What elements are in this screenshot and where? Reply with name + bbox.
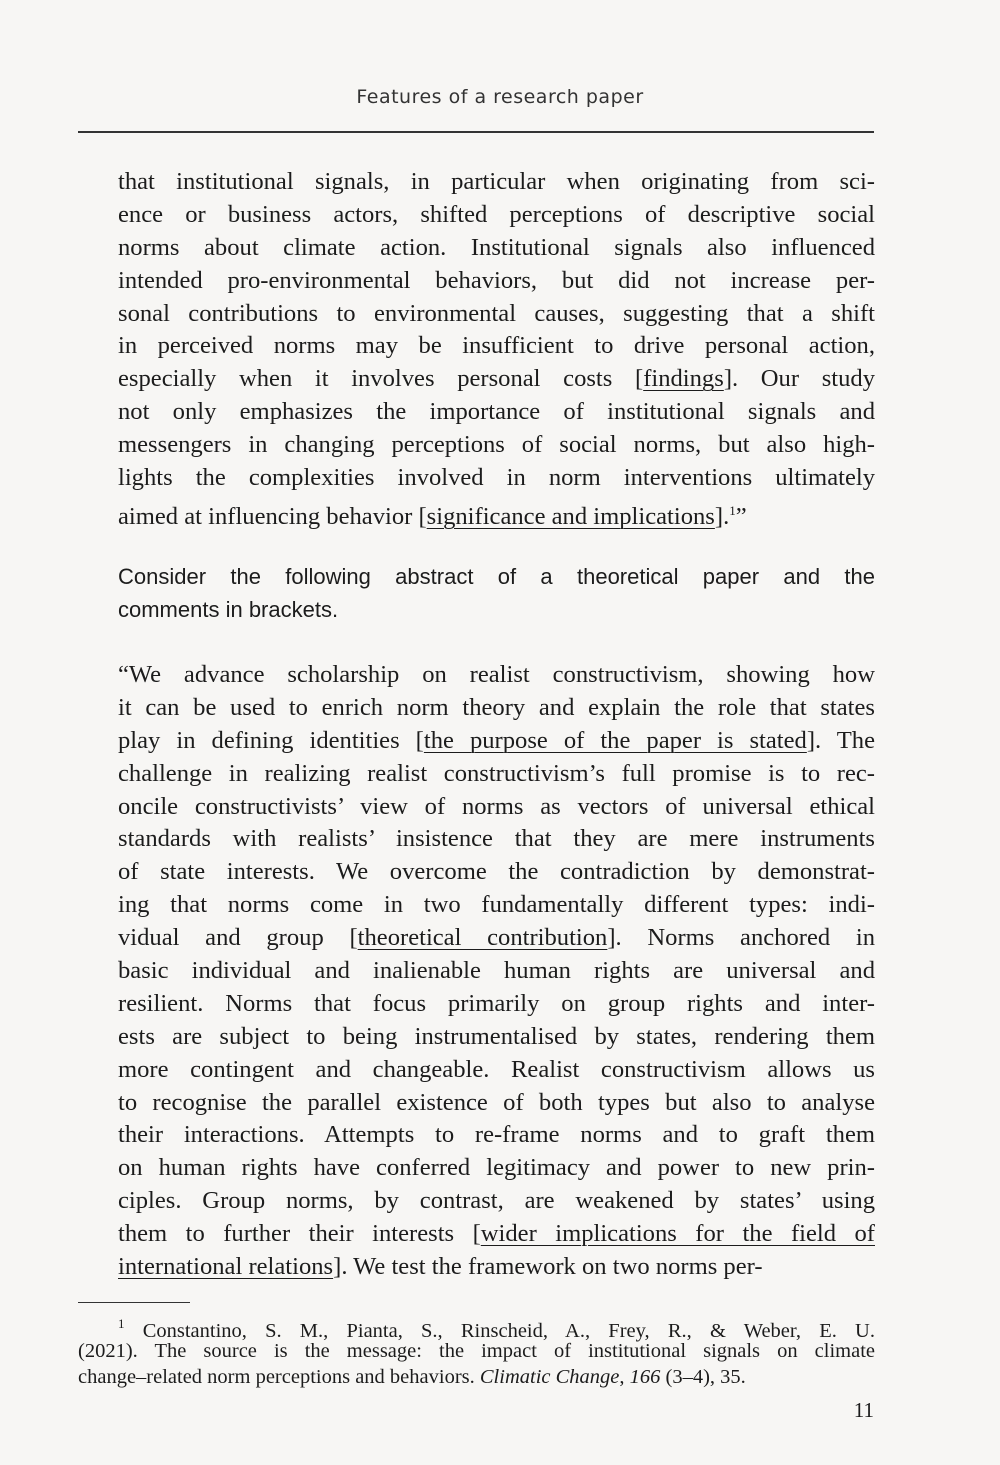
- footnote: [78, 1311, 875, 1391]
- text-segment: ciples. Group norms, by contrast, are weakened by states’ using: [118, 1187, 875, 1215]
- text-segment: messengers in changing perceptions of social norms, but also high-: [118, 431, 875, 459]
- text-segment: vidual and group [: [118, 924, 358, 952]
- paragraph-abstract: [118, 659, 875, 1284]
- text-line: [118, 988, 875, 1021]
- text-segment: ests are subject to being instrumentalised by states, rendering them: [118, 1022, 875, 1050]
- running-header: Features of a research paper: [356, 86, 644, 108]
- text-line: [78, 1311, 875, 1342]
- text-segment: ].: [714, 502, 730, 530]
- bracketed-comment: wider implications for the field of: [480, 1220, 875, 1248]
- text-segment: of state interests. We overcome the contradiction by demonstrat-: [118, 858, 875, 886]
- text-line: [118, 1021, 875, 1054]
- text-line: [118, 922, 875, 955]
- text-line: [118, 692, 875, 725]
- text-segment: (3–4), 35.: [660, 1366, 746, 1389]
- text-line: [118, 265, 875, 298]
- text-segment: intended pro-environmental behaviors, but did not increase per-: [118, 266, 875, 294]
- text-segment: aimed at influencing behavior [: [118, 502, 427, 530]
- text-line: [118, 166, 875, 199]
- text-segment: to recognise the parallel existence of both types but also to analyse: [118, 1088, 875, 1116]
- footnote-marker: 1: [729, 502, 736, 518]
- text-segment: comments in brackets.: [118, 596, 339, 622]
- text-line: [118, 889, 875, 922]
- text-line: [118, 791, 875, 824]
- text-line: [78, 1338, 875, 1365]
- text-line: [118, 396, 875, 429]
- text-line: [118, 495, 875, 528]
- text-segment: norms about climate action. Institutional signals also influenced: [118, 233, 875, 261]
- text-line: [118, 1185, 875, 1218]
- text-segment: ]. Norms anchored in: [607, 924, 875, 952]
- italic-text: 166: [629, 1366, 661, 1389]
- text-line: [118, 1119, 875, 1152]
- text-line: [118, 1152, 875, 1185]
- text-line: [118, 758, 875, 791]
- text-segment: their interactions. Attempts to re-frame norms and to graft them: [118, 1121, 875, 1149]
- text-segment: challenge in realizing realist constructivism’s full promise is to rec-: [118, 759, 875, 787]
- text-segment: sonal contributions to environmental causes, suggesting that a shift: [118, 299, 875, 327]
- text-line: [118, 823, 875, 856]
- text-line: [118, 659, 875, 692]
- text-segment: in perceived norms may be insufficient to drive personal action,: [118, 332, 875, 360]
- text-line: [118, 1218, 875, 1251]
- text-segment: ”: [735, 502, 747, 530]
- text-segment: (2021). The source is the message: the impact of institutional signals on climate: [78, 1339, 875, 1362]
- text-line: [118, 1087, 875, 1120]
- bracketed-comment: theoretical contribution: [357, 924, 608, 952]
- text-line: [118, 298, 875, 331]
- text-segment: resilient. Norms that focus primarily on group rights and inter-: [118, 989, 875, 1017]
- text-line: [118, 856, 875, 889]
- text-line: [118, 429, 875, 462]
- text-segment: on human rights have conferred legitimacy and power to new prin-: [118, 1154, 875, 1182]
- text-segment: them to further their interests [: [118, 1220, 481, 1248]
- text-segment: standards with realists’ insistence that they are mere instruments: [118, 825, 875, 853]
- bracketed-comment: international relations: [118, 1253, 334, 1281]
- text-segment: play in defining identities [: [118, 726, 424, 754]
- text-segment: change–related norm perceptions and behaviors.: [78, 1366, 480, 1389]
- text-segment: Consider the following abstract of a theoretical paper and the: [118, 564, 875, 589]
- text-segment: ing that norms come in two fundamentally different types: indi-: [118, 891, 875, 919]
- text-segment: basic individual and inalienable human rights are universal and: [118, 957, 875, 985]
- text-segment: ence or business actors, shifted perceptions of descriptive social: [118, 200, 875, 228]
- text-segment: that institutional signals, in particular when originating from sci-: [118, 168, 875, 195]
- text-line: [118, 561, 875, 594]
- text-segment: it can be used to enrich norm theory and explain the role that states: [118, 693, 875, 721]
- header-divider: [78, 131, 874, 133]
- bracketed-comment: significance and implications: [426, 502, 715, 530]
- text-line: [118, 462, 875, 495]
- text-segment: especially when it involves personal costs [: [118, 365, 644, 393]
- text-line: [118, 232, 875, 265]
- page-number: 11: [853, 1398, 874, 1422]
- text-line: [118, 330, 875, 363]
- text-segment: “We advance scholarship on realist constructivism, showing how: [118, 661, 875, 688]
- bracketed-comment: the purpose of the paper is stated: [423, 726, 807, 754]
- text-line: [118, 955, 875, 988]
- text-line: [78, 1364, 875, 1391]
- text-segment: ]. Our study: [723, 365, 875, 393]
- text-segment: not only emphasizes the importance of institutional signals and: [118, 398, 875, 426]
- text-line: [118, 1054, 875, 1087]
- text-line: [118, 594, 875, 627]
- footnote-divider: [78, 1302, 190, 1303]
- text-segment: oncile constructivists’ view of norms as vectors of universal ethical: [118, 792, 875, 820]
- paragraph-instruction: [118, 561, 875, 627]
- text-line: [118, 199, 875, 232]
- text-line: [118, 1251, 875, 1284]
- footnote-marker: 1: [118, 1316, 125, 1331]
- text-segment: Constantino, S. M., Pianta, S., Rinscheid, A., Frey, R., & Weber, E. U.: [124, 1320, 875, 1342]
- bracketed-comment: findings: [643, 365, 724, 393]
- paragraph-findings: [118, 166, 875, 528]
- text-line: [118, 363, 875, 396]
- text-segment: ,: [619, 1366, 630, 1389]
- text-line: [118, 725, 875, 758]
- text-segment: lights the complexities involved in norm interventions ultimately: [118, 464, 875, 492]
- text-segment: ]. The: [806, 726, 875, 754]
- text-segment: more contingent and changeable. Realist constructivism allows us: [118, 1055, 875, 1083]
- italic-text: Climatic Change: [479, 1366, 620, 1389]
- text-segment: ]. We test the framework on two norms per-: [333, 1253, 763, 1281]
